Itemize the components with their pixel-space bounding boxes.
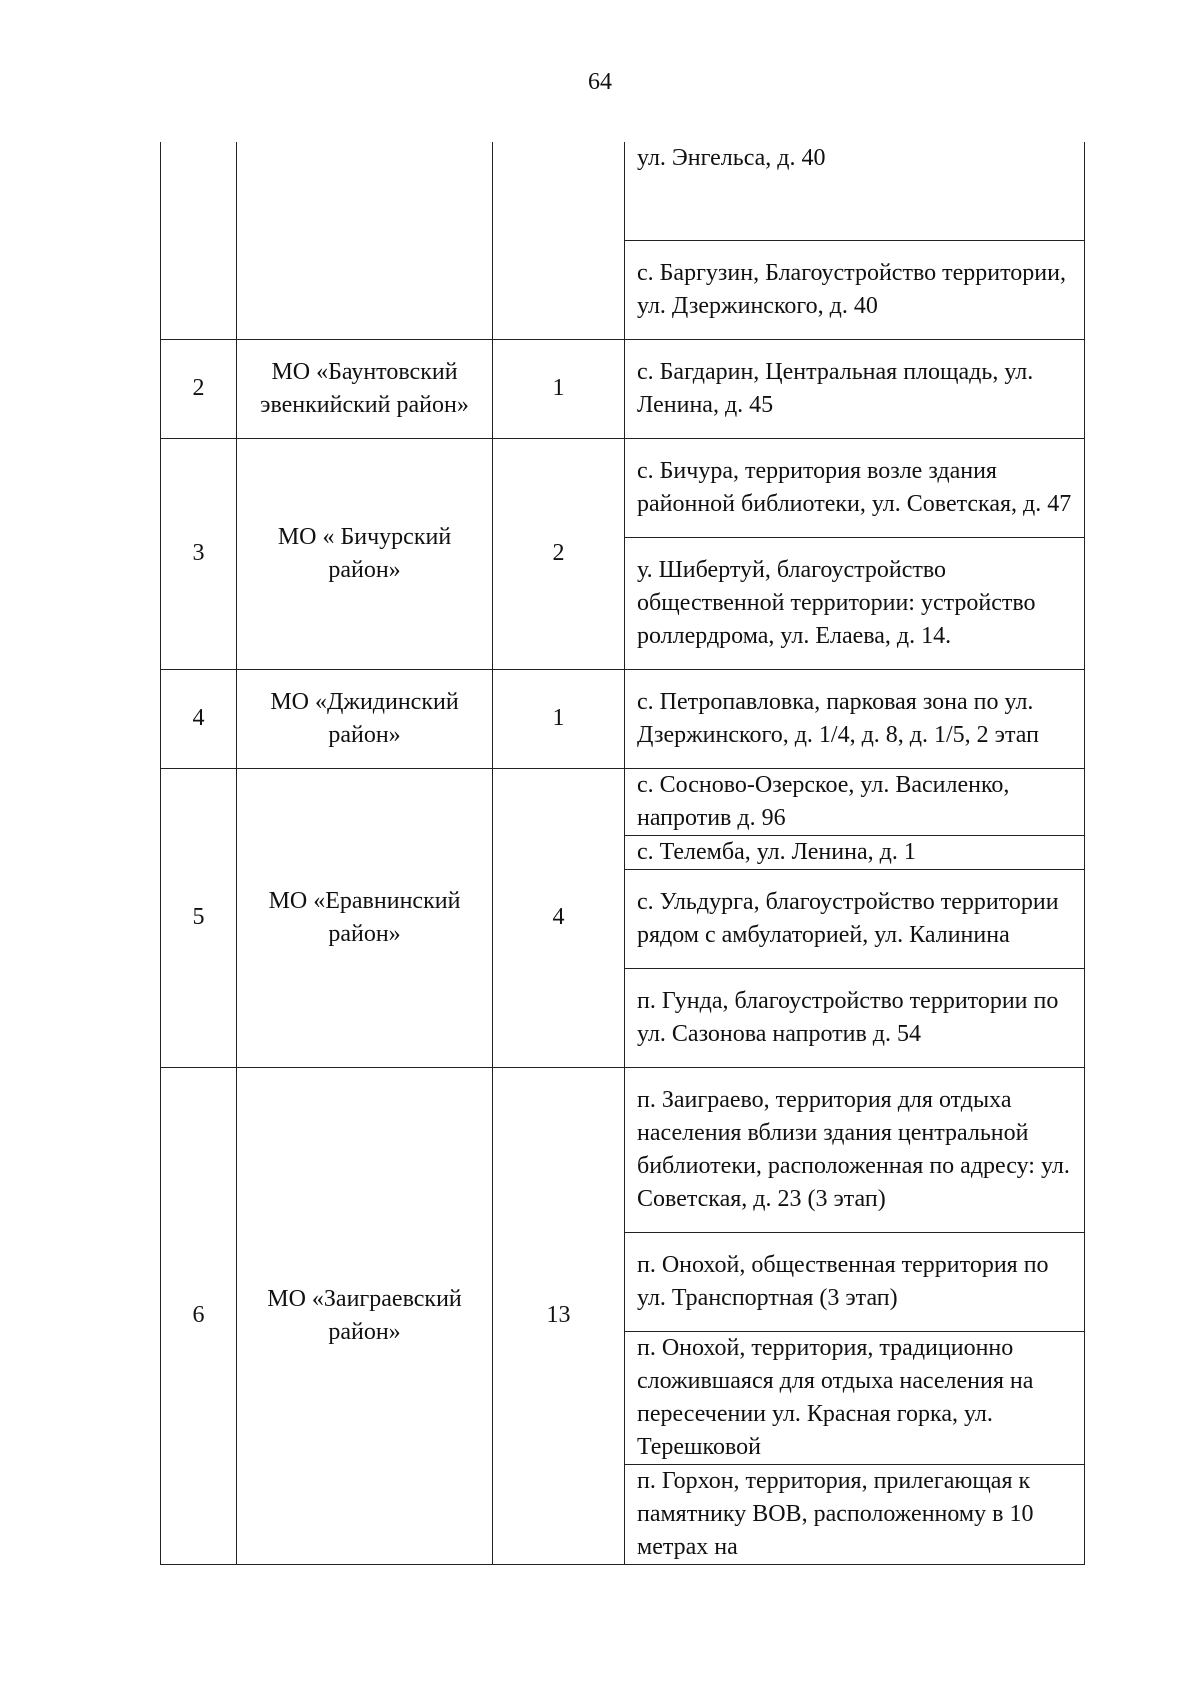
territory-count: 13 [493, 1067, 625, 1564]
municipality-name: МО «Джидинский район» [237, 669, 493, 768]
municipality-name [237, 142, 493, 339]
row-number: 6 [161, 1067, 237, 1564]
territories-table [160, 142, 1085, 1565]
table-row [161, 1067, 1085, 1232]
table-row [161, 339, 1085, 438]
address-cell: ул. Энгельса, д. 40 [625, 142, 1085, 240]
row-number: 4 [161, 669, 237, 768]
table-row [161, 768, 1085, 835]
address-cell: п. Онохой, общественная территория по ул. Транспортная (3 этап) [625, 1232, 1085, 1331]
address-cell: с. Багдарин, Центральная площадь, ул. Ленина, д. 45 [625, 339, 1085, 438]
table-row [161, 142, 1085, 240]
territory-count: 1 [493, 339, 625, 438]
page-number: 64 [588, 69, 612, 95]
address-cell: п. Горхон, территория, прилегающая к памятнику ВОВ, расположенному в 10 метрах на [625, 1464, 1085, 1564]
address-cell: с. Ульдурга, благоустройство территории рядом с амбулаторией, ул. Калинина [625, 869, 1085, 968]
territory-count: 1 [493, 669, 625, 768]
address-cell: с. Сосново-Озерское, ул. Василенко, напротив д. 96 [625, 768, 1085, 835]
address-cell: у. Шибертуй, благоустройство общественной территории: устройство роллердрома, ул. Елаева, д. 14. [625, 537, 1085, 669]
territory-count [493, 142, 625, 339]
address-cell: п. Гунда, благоустройство территории по ул. Сазонова напротив д. 54 [625, 968, 1085, 1067]
row-number: 3 [161, 438, 237, 669]
address-cell: с. Телемба, ул. Ленина, д. 1 [625, 835, 1085, 869]
municipality-name: МО «Заиграевский район» [237, 1067, 493, 1564]
municipality-name: МО «Еравнинский район» [237, 768, 493, 1067]
address-cell: с. Бичура, территория возле здания районной библиотеки, ул. Советская, д. 47 [625, 438, 1085, 537]
address-cell: п. Онохой, территория, традиционно сложившаяся для отдыха населения на пересечении ул. Красная горка, ул. Терешковой [625, 1331, 1085, 1464]
municipality-name: МО «Баунтовский эвенкийский район» [237, 339, 493, 438]
address-cell: п. Заиграево, территория для отдыха населения вблизи здания центральной библиотеки, расположенная по адресу: ул. Советская, д. 23 (3 этап) [625, 1067, 1085, 1232]
municipality-name: МО « Бичурский район» [237, 438, 493, 669]
row-number: 5 [161, 768, 237, 1067]
table-row [161, 438, 1085, 537]
address-cell: с. Баргузин, Благоустройство территории, ул. Дзержинского, д. 40 [625, 240, 1085, 339]
table-row [161, 669, 1085, 768]
row-number [161, 142, 237, 339]
territory-count: 4 [493, 768, 625, 1067]
address-cell: с. Петропавловка, парковая зона по ул. Дзержинского, д. 1/4, д. 8, д. 1/5, 2 этап [625, 669, 1085, 768]
row-number: 2 [161, 339, 237, 438]
territory-count: 2 [493, 438, 625, 669]
